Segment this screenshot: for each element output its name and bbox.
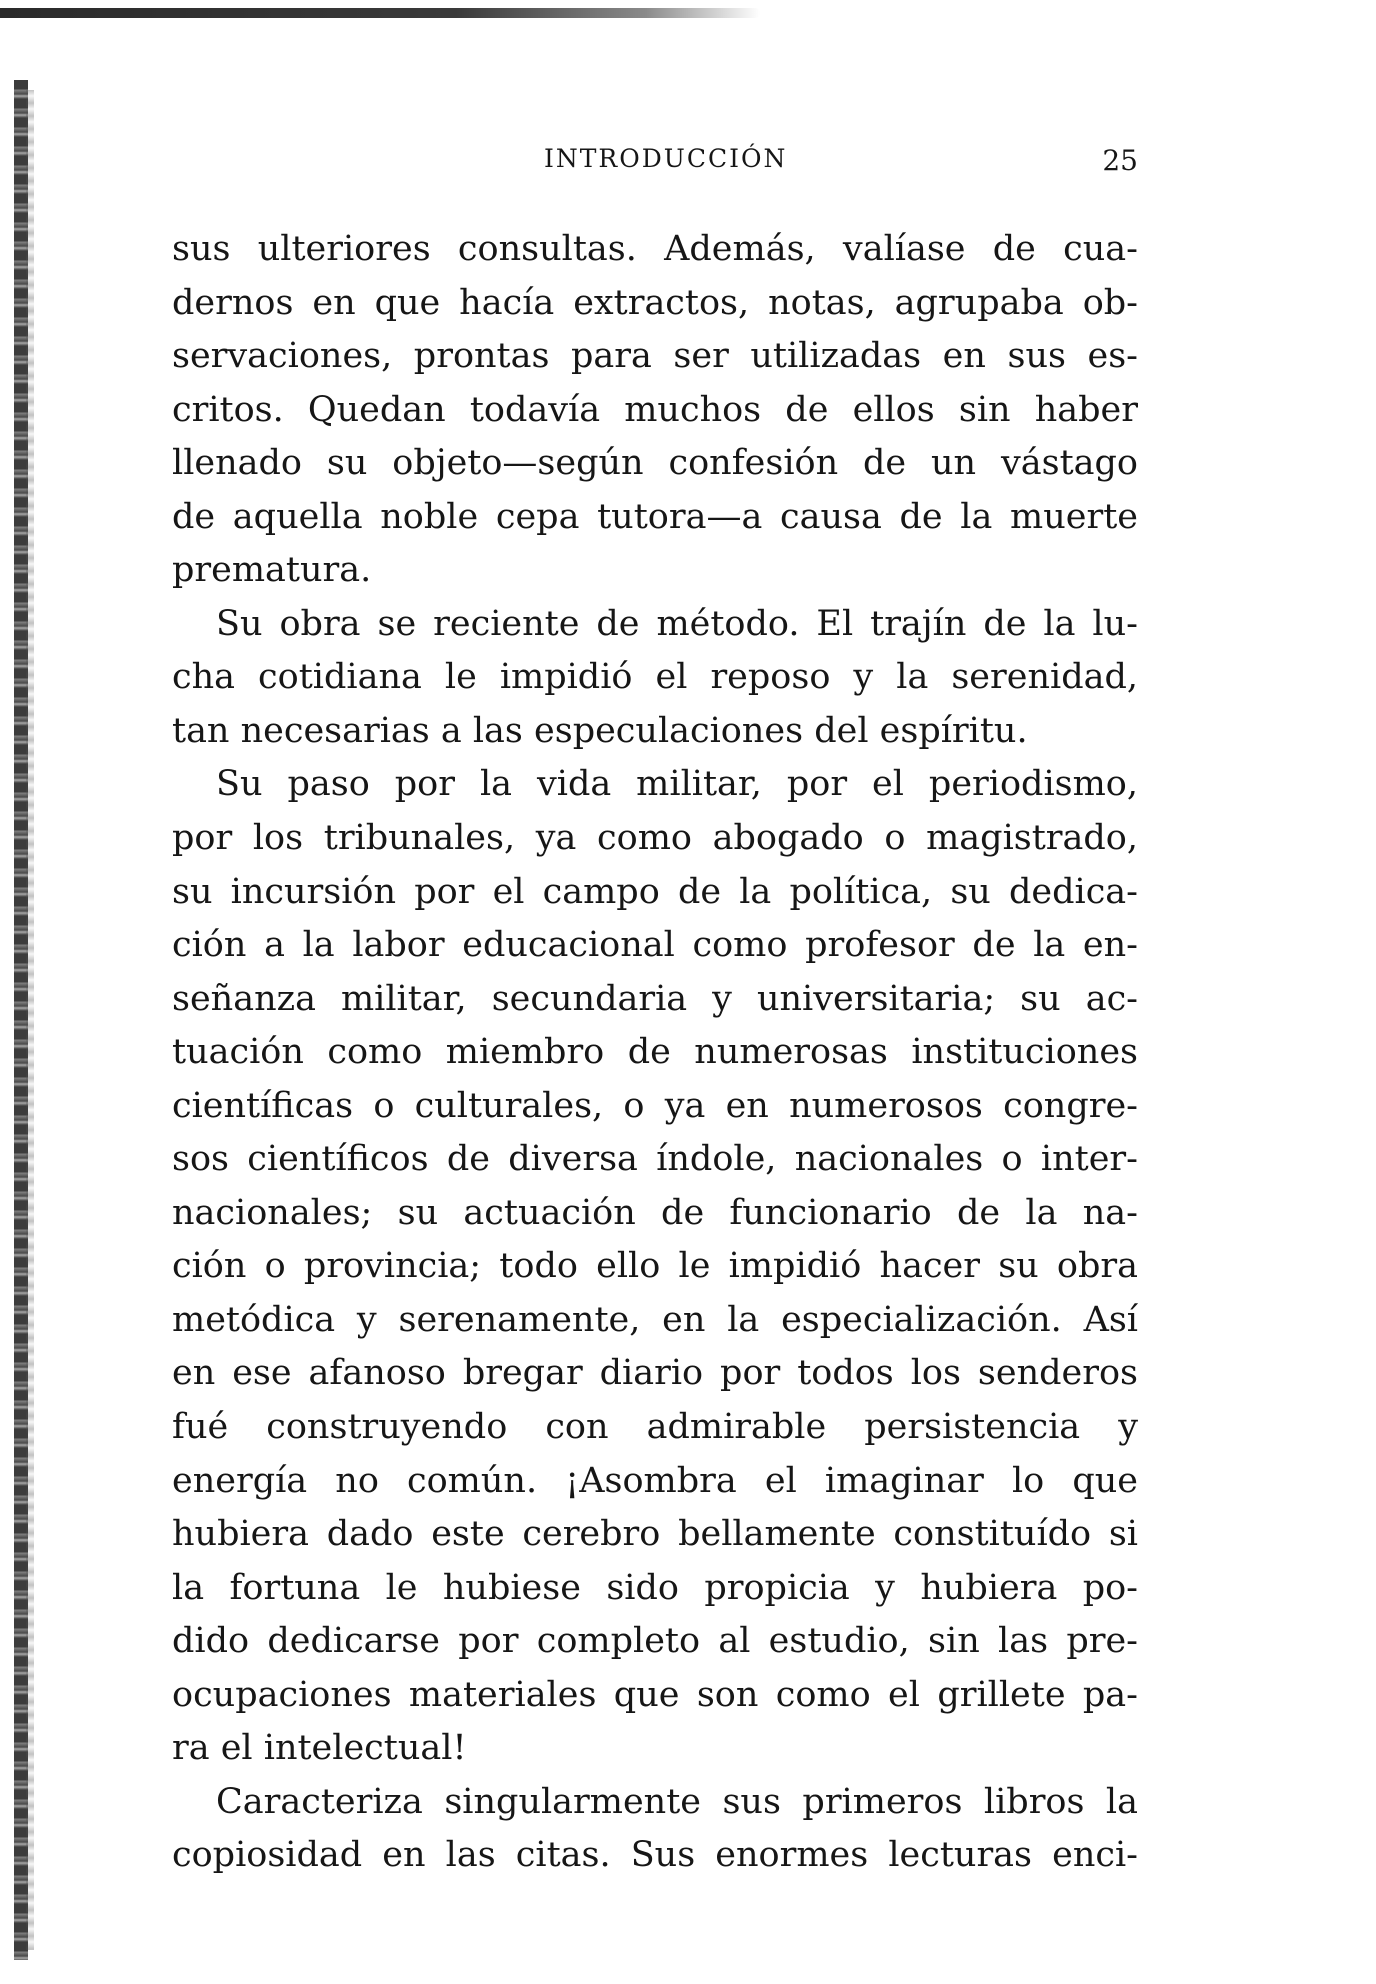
text-line: metódica y serenamente, en la especialización. Así — [172, 1299, 1138, 1340]
page-number: 25 — [1102, 144, 1138, 177]
text-line: sus ulteriores consultas. Además, valíase de cua- — [172, 229, 1138, 269]
running-head — [172, 144, 1138, 184]
text-line: hubiera dado este cerebro bellamente constituído si — [172, 1514, 1138, 1555]
text-line: sos científicos de diversa índole, nacionales o inter- — [172, 1139, 1138, 1180]
text-line: prematura. — [172, 550, 372, 591]
text-line: energía no común. ¡Asombra el imaginar lo que — [172, 1460, 1138, 1501]
text-line: ción a la labor educacional como profesor de la en- — [172, 925, 1138, 966]
text-line: su incursión por el campo de la política, su dedica- — [172, 871, 1138, 912]
text-line: copiosidad en las citas. Sus enormes lecturas enci- — [172, 1835, 1138, 1876]
text-line: la fortuna le hubiese sido propicia y hubiera po- — [172, 1567, 1138, 1608]
text-line: cha cotidiana le impidió el reposo y la serenidad, — [172, 657, 1138, 698]
scan-binding-shadow — [26, 90, 34, 1950]
scan-top-edge — [0, 8, 760, 18]
text-line: señanza militar, secundaria y universitaria; su ac- — [172, 978, 1138, 1019]
text-line: critos. Quedan todavía muchos de ellos sin haber — [172, 389, 1138, 430]
text-line: dido dedicarse por completo al estudio, sin las pre- — [172, 1621, 1138, 1662]
text-line: llenado su objeto—según confesión de un vástago — [172, 443, 1138, 484]
paragraph-first-line: Caracteriza singularmente sus primeros libros la — [216, 1781, 1138, 1822]
text-line: tan necesarias a las especulaciones del espíritu. — [172, 710, 1028, 751]
text-line: ocupaciones materiales que son como el grillete pa- — [172, 1674, 1138, 1715]
text-line: en ese afanoso bregar diario por todos los senderos — [172, 1353, 1138, 1394]
text-line: fué construyendo con admirable persistencia y — [172, 1407, 1138, 1448]
text-line: ra el intelectual! — [172, 1728, 467, 1769]
paragraph-first-line: Su paso por la vida militar, por el periodismo, — [216, 764, 1138, 805]
text-line: nacionales; su actuación de funcionario de la na- — [172, 1192, 1138, 1233]
text-line: por los tribunales, ya como abogado o magistrado, — [172, 818, 1138, 859]
text-line: dernos en que hacía extractos, notas, agrupaba ob- — [172, 282, 1138, 323]
text-line: ción o provincia; todo ello le impidió hacer su obra — [172, 1246, 1138, 1287]
paragraph-first-line: Su obra se reciente de método. El trajín de la lu- — [216, 603, 1138, 644]
text-line: científicas o culturales, o ya en numerosos congre- — [172, 1085, 1138, 1126]
body-text — [172, 223, 1138, 1883]
text-line: tuación como miembro de numerosas instituciones — [172, 1032, 1138, 1073]
text-line: de aquella noble cepa tutora—a causa de la muerte — [172, 496, 1138, 537]
chapter-title: INTRODUCCIÓN — [544, 144, 788, 173]
text-line: servaciones, prontas para ser utilizadas en sus es- — [172, 336, 1138, 377]
